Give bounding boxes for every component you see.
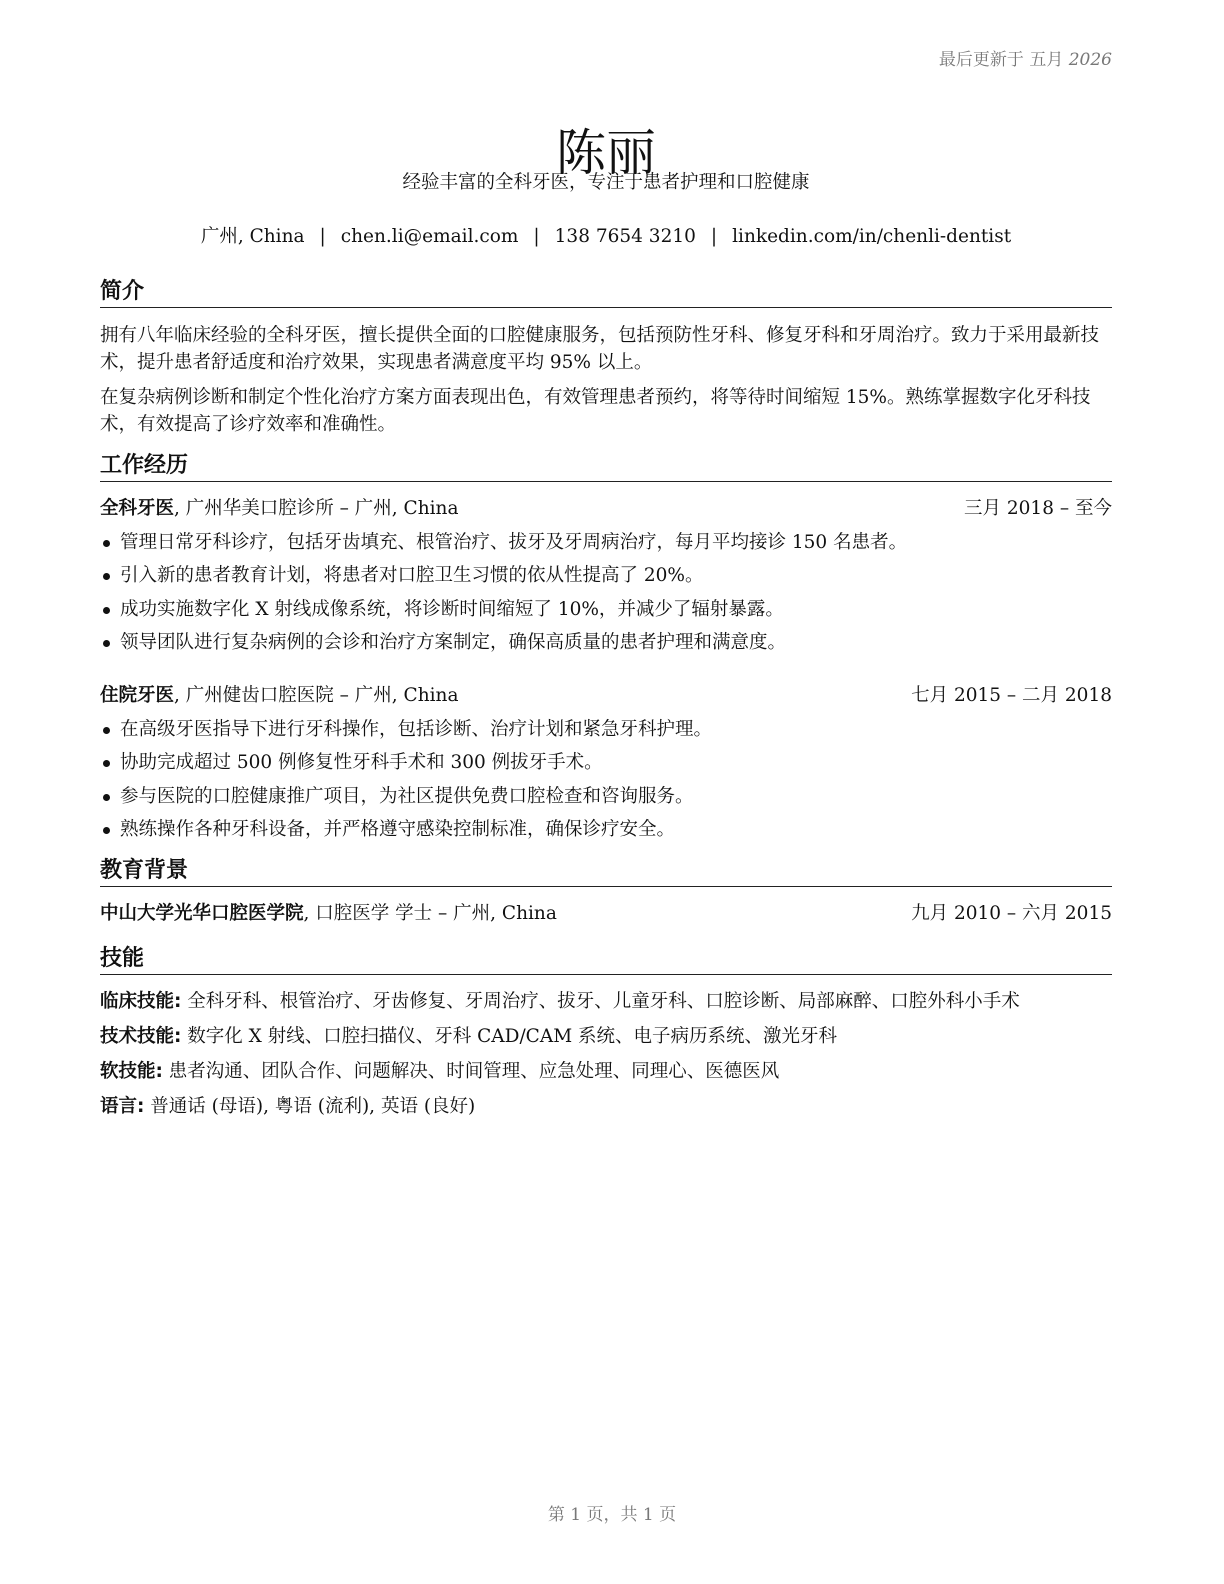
job-dates: 三月 2018 – 至今 — [964, 498, 1112, 519]
section-title-experience: 工作经历 — [100, 452, 1112, 482]
job-bullet: 熟练操作各种牙科设备，并严格遵守感染控制标准，确保诊疗安全。 — [100, 817, 1112, 843]
summary-paragraph: 拥有八年临床经验的全科牙医，擅长提供全面的口腔健康服务，包括预防性牙科、修复牙科和牙周治疗。致力于采用最新技术，提升患者舒适度和治疗效果，实现患者满意度平均 95% 以上。 — [100, 325, 1100, 373]
education-school: 中山大学光华口腔医学院 — [100, 903, 304, 924]
skill-row — [100, 1059, 1112, 1085]
job-bullet: 在高级牙医指导下进行牙科操作，包括诊断、治疗计划和紧急牙科护理。 — [100, 717, 1112, 743]
education-section — [100, 857, 1112, 927]
section-title-summary: 简介 — [100, 278, 1112, 308]
contact-separator: | — [710, 226, 718, 247]
skill-row — [100, 1024, 1112, 1050]
experience-section — [100, 452, 1112, 843]
job-header — [100, 683, 1112, 709]
skill-label: 软技能: — [100, 1061, 163, 1082]
job-bullets — [100, 530, 1112, 657]
skill-label: 语言: — [100, 1096, 145, 1117]
skill-row — [100, 989, 1112, 1015]
job-bullet: 领导团队进行复杂病例的会诊和治疗方案制定，确保高质量的患者护理和满意度。 — [100, 630, 1112, 656]
job-bullet: 引入新的患者教育计划，将患者对口腔卫生习惯的依从性提高了 20%。 — [100, 563, 1112, 589]
education-entry — [100, 901, 1112, 927]
job-bullet: 成功实施数字化 X 射线成像系统，将诊断时间缩短了 10%，并减少了辐射暴露。 — [100, 597, 1112, 623]
last-updated — [939, 45, 1112, 70]
tagline: 经验丰富的全科牙医，专注于患者护理和口腔健康 — [402, 172, 810, 193]
summary-paragraph: 在复杂病例诊断和制定个性化治疗方案方面表现出色，有效管理患者预约，将等待时间缩短 15%。熟练掌握数字化牙科技术，有效提高了诊疗效率和准确性。 — [100, 387, 1091, 435]
education-detail: , 口腔医学 学士 – 广州, China — [303, 903, 557, 924]
job-header — [100, 496, 1112, 522]
section-title-education: 教育背景 — [100, 857, 1112, 887]
skill-label: 临床技能: — [100, 991, 182, 1012]
contact-linkedin: linkedin.com/in/chenli-dentist — [732, 226, 1012, 247]
job-bullet: 协助完成超过 500 例修复性牙科手术和 300 例拔牙手术。 — [100, 750, 1112, 776]
summary-section — [100, 278, 1112, 438]
section-title-skills: 技能 — [100, 945, 1112, 975]
skill-value: 全科牙科、根管治疗、牙齿修复、牙周治疗、拔牙、儿童牙科、口腔诊断、局部麻醉、口腔外科小手术 — [181, 991, 1020, 1012]
contact-location: 广州, China — [200, 226, 305, 247]
job-bullet: 管理日常牙科诊疗，包括牙齿填充、根管治疗、拔牙及牙周病治疗，每月平均接诊 150 名患者。 — [100, 530, 1112, 556]
candidate-name: 陈丽 — [556, 123, 656, 182]
skill-row — [100, 1094, 1112, 1120]
job-bullet: 参与医院的口腔健康推广项目，为社区提供免费口腔检查和咨询服务。 — [100, 784, 1112, 810]
contact-line — [100, 224, 1112, 250]
job-entry — [100, 683, 1112, 843]
education-dates: 九月 2010 – 六月 2015 — [911, 903, 1112, 924]
contact-separator: | — [319, 226, 326, 247]
job-entry — [100, 496, 1112, 656]
contact-phone: 138 7654 3210 — [554, 226, 696, 247]
last-updated-month: 五月 — [1029, 50, 1064, 70]
last-updated-year: 2026 — [1068, 50, 1112, 70]
job-org: , 广州华美口腔诊所 – 广州, China — [174, 498, 459, 519]
contact-separator: | — [533, 226, 540, 247]
skill-value: 患者沟通、团队合作、问题解决、时间管理、应急处理、同理心、医德医风 — [162, 1061, 780, 1082]
skill-value: 普通话 (母语), 粤语 (流利), 英语 (良好) — [144, 1096, 476, 1117]
page-footer: 第 1 页，共 1 页 — [547, 1505, 677, 1525]
job-bullets — [100, 717, 1112, 844]
job-role: 全科牙医 — [100, 498, 175, 519]
skill-value: 数字化 X 射线、口腔扫描仪、牙科 CAD/CAM 系统、电子病历系统、激光牙科 — [181, 1026, 838, 1047]
job-org: , 广州健齿口腔医院 – 广州, China — [174, 685, 459, 706]
skills-section — [100, 945, 1112, 1120]
job-role: 住院牙医 — [100, 685, 175, 706]
last-updated-prefix: 最后更新于 — [938, 50, 1024, 70]
contact-email: chen.li@email.com — [340, 226, 519, 247]
job-dates: 七月 2015 – 二月 2018 — [911, 685, 1112, 706]
skill-label: 技术技能: — [100, 1026, 182, 1047]
